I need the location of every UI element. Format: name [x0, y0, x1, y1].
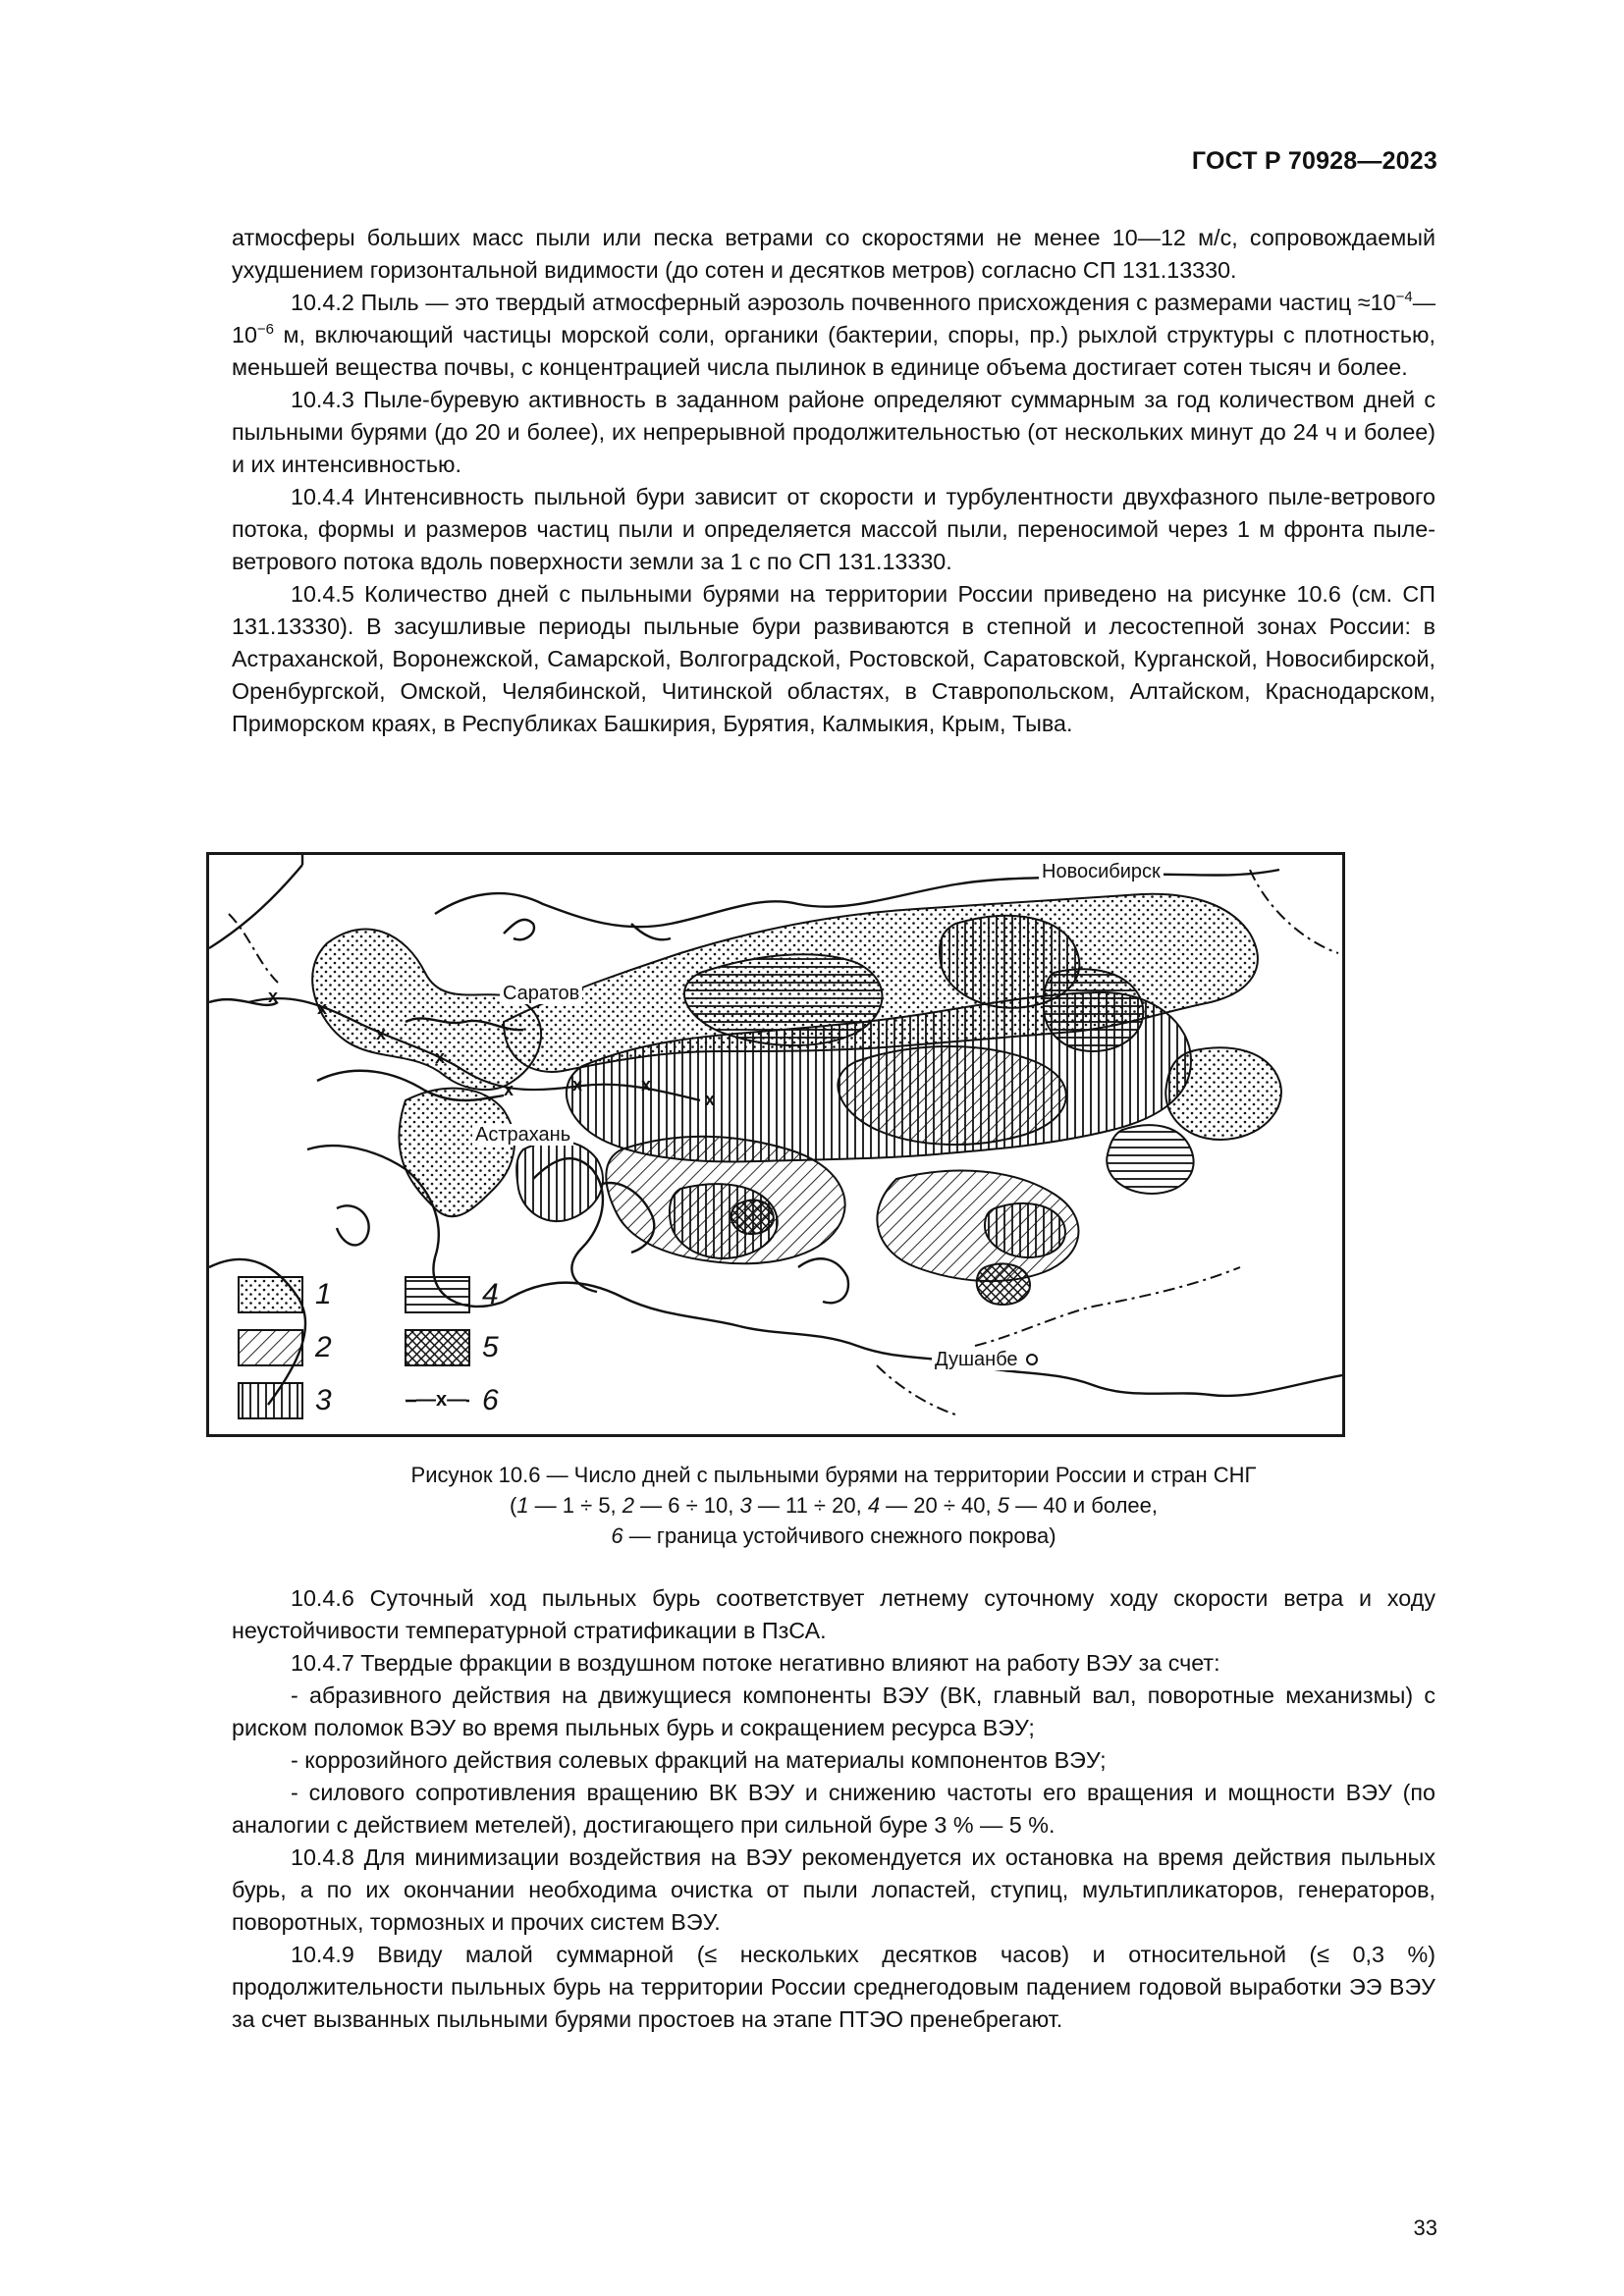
paragraph-10-4-9: 10.4.9 Ввиду малой суммарной (≤ нескольких десятков часов) и относительной (≤ 0,3 %) продолжительности пыльных бурь на территории России среднегодовым падением годовой выработки ЭЭ ВЭУ за счет вызванных пыльными бурями простоев на этапе ПТЭО пренебрегают.: [232, 1942, 1435, 2032]
legend-label-1: 1: [315, 1278, 332, 1310]
svg-text:x: x: [705, 1090, 716, 1109]
city-label-novosibirsk: Новосибирск: [1039, 861, 1164, 882]
list-item-corrosive: - коррозийного действия солевых фракций на материалы компонентов ВЭУ;: [291, 1747, 1107, 1773]
svg-text:x: x: [376, 1024, 387, 1043]
caption-title: Рисунок 10.6 — Число дней с пыльными бурями на территории России и стран СНГ: [410, 1463, 1257, 1487]
legend-label-3: 3: [315, 1384, 332, 1416]
paragraph-10-4-3: 10.4.3 Пыле-буревую активность в заданном районе определяют суммарным за год количеством дней с пыльными бурями (до 20 и более), их непрерывной продолжительностью (от нескольких минут до 24 ч и более) и их интенсивностью.: [232, 387, 1435, 477]
svg-text:x: x: [572, 1075, 583, 1095]
svg-text:x: x: [317, 998, 328, 1018]
map-drawing: [209, 855, 1342, 1434]
legend-label-6: 6: [482, 1384, 499, 1416]
page-number: 33: [1413, 2216, 1437, 2240]
svg-text:x: x: [435, 1047, 446, 1067]
legend-label-5: 5: [482, 1331, 499, 1363]
list-item-abrasive: - абразивного действия на движущиеся компоненты ВЭУ (ВК, главный вал, поворотные механизмы) с риском поломок ВЭУ во время пыльных бурь и сокращением ресурса ВЭУ;: [232, 1682, 1435, 1740]
svg-text:x: x: [268, 987, 279, 1006]
paragraph-10-4-8: 10.4.8 Для минимизации воздействия на ВЭУ рекомендуется их остановка на время действия пыльных бурь, а по их окончании необходима очистка от пыли лопастей, ступиц, мультипликаторов, генераторов, поворотных, тормозных и прочих систем ВЭУ.: [232, 1844, 1435, 1935]
hatched-zones: [312, 894, 1281, 1305]
figure-caption: [232, 1460, 1435, 1551]
city-marker-dushanbe: [1027, 1355, 1037, 1364]
legend-boundary-marker: —x—: [416, 1389, 467, 1411]
city-label-saratov: Саратов: [500, 983, 582, 1004]
caption-legend-line: (1 — 1 ÷ 5, 2 — 6 ÷ 10, 3 — 11 ÷ 20, 4 — 20 ÷ 40, 5 — 40 и более,: [509, 1493, 1158, 1518]
paragraph-10-4-5: 10.4.5 Количество дней с пыльными бурями на территории России приведено на рисунке 10.6 (см. СП 131.13330). В засушливые периоды пыльные бури развиваются в степной и лесостепной зонах России: в Астраханской, Воронежской, Самарской, Волгоградской, Ростовской, Саратовской, Курганской, Новосибирской, Оренбургской, Омской, Челябинской, Читинской областях, в Ставропольском, Алтайском, Краснодарском, Приморском краях, в Республиках Башкирия, Бурятия, Калмыкия, Крым, Тыва.: [232, 581, 1435, 736]
dust-storm-map-figure: [206, 852, 1345, 1437]
document-header: ГОСТ Р 70928—2023: [1191, 147, 1437, 175]
body-text-bottom: [232, 1582, 1435, 2036]
paragraph-continuation: атмосферы больших масс пыли или песка ветрами со скоростями не менее 10—12 м/с, сопровождаемый ухудшением горизонтальной видимости (до сотен и десятков метров) согласно СП 131.13330.: [232, 225, 1435, 283]
paragraph-10-4-2: 10.4.2 Пыль — это твердый атмосферный аэрозоль почвенного присхождения с размерами частиц $\approx 10^{-4}—10^{-6}$ м, включающий частицы морской соли, органики (бактерии, споры, пр.) рыхлой структуры с плотностью, меньшей вещества почвы, с концентрацией числа пылинок в единице объема достигает сотен тысяч и более.: [232, 289, 1435, 380]
caption-boundary-line: 6 — граница устойчивого снежного покрова): [611, 1523, 1056, 1548]
paragraph-10-4-4: 10.4.4 Интенсивность пыльной бури зависит от скорости и турбулентности двухфазного пыле-ветрового потока, формы и размеров частиц пыли и определяется массой пыли, переносимой через 1 м фронта пыле-ветрового потока вдоль поверхности земли за 1 с по СП 131.13330.: [232, 484, 1435, 574]
legend-label-4: 4: [482, 1278, 499, 1310]
paragraph-10-4-7: 10.4.7 Твердые фракции в воздушном потоке негативно влияют на работу ВЭУ за счет:: [291, 1650, 1220, 1676]
paragraph-10-4-6: 10.4.6 Суточный ход пыльных бурь соответствует летнему суточному ходу скорости ветра и ходу неустойчивости температурной стратификации в ПзСА.: [232, 1585, 1435, 1643]
city-label-astrakhan: Астрахань: [472, 1124, 573, 1146]
svg-text:x: x: [641, 1075, 652, 1095]
city-label-dushanbe: Душанбе: [932, 1349, 1021, 1370]
list-item-resistance: - силового сопротивления вращению ВК ВЭУ и снижению частоты его вращения и мощности ВЭУ (по аналогии с действием метелей), достигающего при сильной буре 3 % — 5 %.: [232, 1780, 1435, 1838]
legend-label-2: 2: [315, 1331, 332, 1363]
body-text-top: [232, 222, 1435, 740]
svg-text:x: x: [504, 1080, 514, 1099]
